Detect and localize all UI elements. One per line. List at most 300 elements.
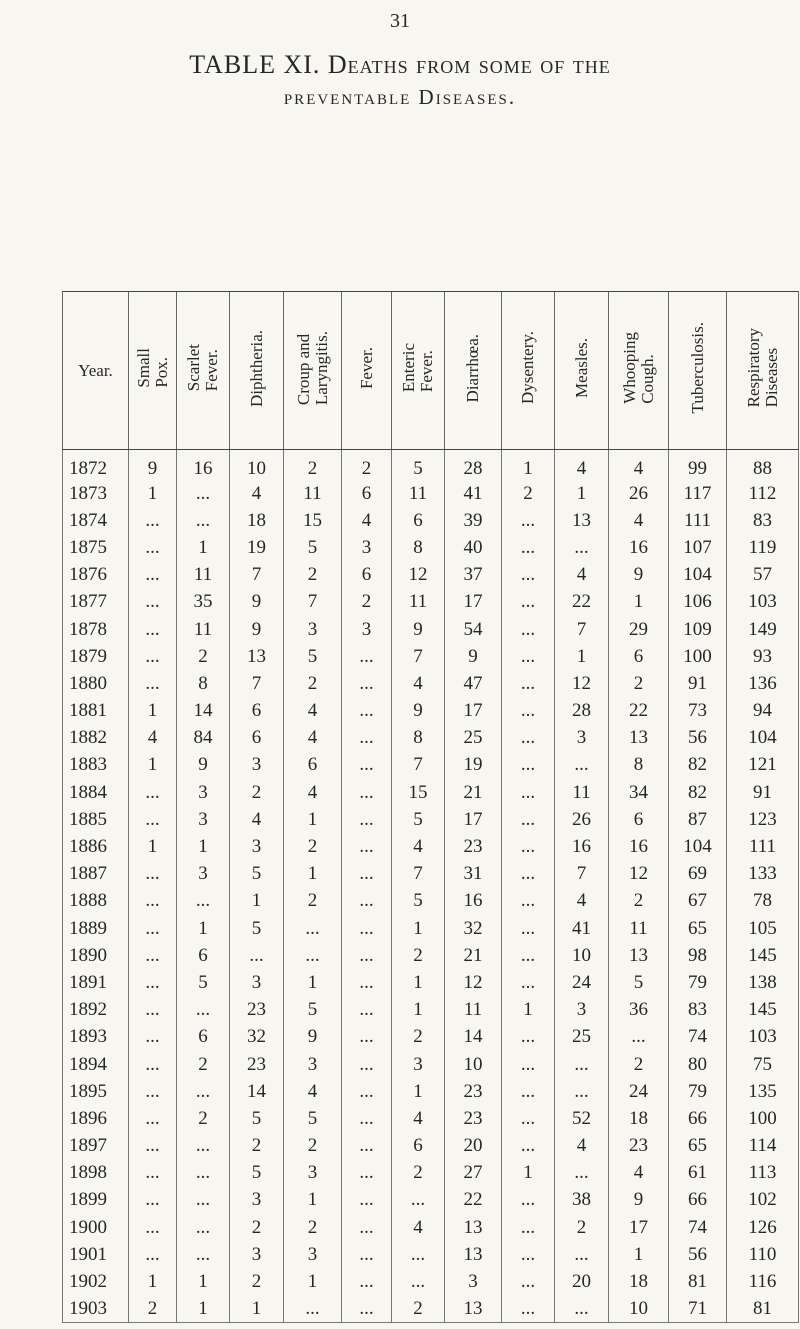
table-cell: 94 <box>727 698 799 725</box>
table-cell: ... <box>129 1241 177 1268</box>
year-cell: 1897 <box>63 1133 129 1160</box>
table-cell: 7 <box>555 861 609 888</box>
year-cell: 1884 <box>63 779 129 806</box>
year-cell: 1896 <box>63 1105 129 1132</box>
table-cell: ... <box>502 1051 555 1078</box>
table-cell: ... <box>177 888 230 915</box>
table-cell: 109 <box>669 616 727 643</box>
table-cell: 13 <box>445 1214 502 1241</box>
table-cell: 2 <box>284 670 342 697</box>
table-row <box>63 616 799 643</box>
table-cell: 10 <box>230 450 284 481</box>
year-cell: 1879 <box>63 643 129 670</box>
table-cell: 6 <box>392 507 445 534</box>
table-cell: ... <box>342 1268 392 1295</box>
table-cell: 6 <box>230 698 284 725</box>
table-cell: 2 <box>284 562 342 589</box>
table-cell: 15 <box>284 507 342 534</box>
table-cell: 74 <box>669 1024 727 1051</box>
column-header-whooping-cough: Whooping Cough. <box>609 292 669 450</box>
table-cell: 2 <box>230 779 284 806</box>
table-cell: 1 <box>129 833 177 860</box>
table-cell: 17 <box>609 1214 669 1241</box>
table-cell: 1 <box>609 589 669 616</box>
table-cell: 1 <box>129 698 177 725</box>
column-header-measles: Measles. <box>555 292 609 450</box>
table-cell: 83 <box>727 507 799 534</box>
table-cell: 82 <box>669 752 727 779</box>
table-cell: ... <box>284 942 342 969</box>
table-row <box>63 915 799 942</box>
table-cell: 80 <box>669 1051 727 1078</box>
column-header-dysentery: Dysentery. <box>502 292 555 450</box>
table-cell: ... <box>342 861 392 888</box>
table-cell: 1 <box>392 997 445 1024</box>
table-row <box>63 752 799 779</box>
table-cell: 111 <box>669 507 727 534</box>
table-cell: 3 <box>230 833 284 860</box>
table-cell: 73 <box>669 698 727 725</box>
table-cell: 17 <box>445 806 502 833</box>
table-cell: ... <box>342 1187 392 1214</box>
table-cell: 1 <box>609 1241 669 1268</box>
table-cell: 6 <box>392 1133 445 1160</box>
column-header-scarlet-fever: Scarlet Fever. <box>177 292 230 450</box>
table-cell: 6 <box>342 562 392 589</box>
column-header-tuberculosis: Tuberculosis. <box>669 292 727 450</box>
table-cell: 1 <box>230 888 284 915</box>
table-number: TABLE XI. <box>189 50 321 79</box>
year-cell: 1875 <box>63 534 129 561</box>
table-cell: 4 <box>555 450 609 481</box>
table-cell: ... <box>129 507 177 534</box>
table-cell: 2 <box>129 1296 177 1323</box>
table-cell: 22 <box>609 698 669 725</box>
column-header-croup-laryngitis: Croup and Laryngitis. <box>284 292 342 450</box>
year-cell: 1874 <box>63 507 129 534</box>
table-cell: 145 <box>727 997 799 1024</box>
column-header-diphtheria: Diphtheria. <box>230 292 284 450</box>
table-row <box>63 942 799 969</box>
year-cell: 1894 <box>63 1051 129 1078</box>
table-cell: 136 <box>727 670 799 697</box>
year-cell: 1895 <box>63 1078 129 1105</box>
table-cell: ... <box>392 1268 445 1295</box>
table-cell: 91 <box>727 779 799 806</box>
year-cell: 1891 <box>63 969 129 996</box>
table-cell: 7 <box>392 861 445 888</box>
table-cell: 7 <box>230 670 284 697</box>
table-cell: 81 <box>669 1268 727 1295</box>
table-cell: 13 <box>609 725 669 752</box>
table-cell: 16 <box>177 450 230 481</box>
table-cell: 6 <box>609 643 669 670</box>
table-cell: ... <box>129 1024 177 1051</box>
table-cell: 2 <box>392 1024 445 1051</box>
table-cell: ... <box>129 1214 177 1241</box>
table-body <box>63 450 799 1323</box>
table-cell: 8 <box>177 670 230 697</box>
table-cell: 8 <box>609 752 669 779</box>
table-cell: 2 <box>230 1214 284 1241</box>
table-cell: 1 <box>284 969 342 996</box>
table-cell: 1 <box>555 480 609 507</box>
table-cell: 4 <box>392 1105 445 1132</box>
table-cell: 9 <box>230 616 284 643</box>
table-cell: 75 <box>727 1051 799 1078</box>
table-cell: 149 <box>727 616 799 643</box>
table-cell: ... <box>502 1024 555 1051</box>
table-row <box>63 969 799 996</box>
table-cell: 3 <box>392 1051 445 1078</box>
year-cell: 1892 <box>63 997 129 1024</box>
table-cell: 4 <box>609 450 669 481</box>
table-cell: 35 <box>177 589 230 616</box>
table-cell: ... <box>502 942 555 969</box>
table-cell: ... <box>342 1105 392 1132</box>
header-row <box>63 292 799 450</box>
table-cell: 12 <box>555 670 609 697</box>
table-cell: 2 <box>284 888 342 915</box>
table-cell: ... <box>555 1051 609 1078</box>
table-row <box>63 779 799 806</box>
year-cell: 1872 <box>63 450 129 481</box>
table-cell: 9 <box>609 562 669 589</box>
table-cell: 11 <box>609 915 669 942</box>
column-header-diarrhoea: Diarrhœa. <box>445 292 502 450</box>
table-cell: ... <box>342 1214 392 1241</box>
table-cell: 138 <box>727 969 799 996</box>
table-row <box>63 698 799 725</box>
table-cell: 2 <box>392 1160 445 1187</box>
table-cell: 19 <box>230 534 284 561</box>
table-cell: 5 <box>284 997 342 1024</box>
table-cell: 84 <box>177 725 230 752</box>
table-cell: ... <box>129 1187 177 1214</box>
table-cell: ... <box>555 1296 609 1323</box>
table-cell: 2 <box>342 589 392 616</box>
table-cell: 119 <box>727 534 799 561</box>
table-cell: 5 <box>230 861 284 888</box>
table-cell: ... <box>342 698 392 725</box>
table-cell: 11 <box>555 779 609 806</box>
table-cell: 65 <box>669 915 727 942</box>
table-cell: 4 <box>284 725 342 752</box>
table-cell: 9 <box>392 698 445 725</box>
table-row <box>63 450 799 481</box>
table-cell: 1 <box>177 1296 230 1323</box>
table-cell: 11 <box>392 589 445 616</box>
table-cell: ... <box>177 480 230 507</box>
table-cell: ... <box>129 670 177 697</box>
year-cell: 1901 <box>63 1241 129 1268</box>
table-cell: ... <box>129 1105 177 1132</box>
table-cell: ... <box>502 1241 555 1268</box>
table-cell: ... <box>502 888 555 915</box>
table-cell: 23 <box>445 1078 502 1105</box>
table-cell: 133 <box>727 861 799 888</box>
table-cell: 5 <box>609 969 669 996</box>
table-cell: ... <box>555 1078 609 1105</box>
year-cell: 1878 <box>63 616 129 643</box>
table-cell: 9 <box>177 752 230 779</box>
table-row <box>63 670 799 697</box>
table-cell: 4 <box>555 1133 609 1160</box>
table-cell: 14 <box>445 1024 502 1051</box>
table-cell: 5 <box>392 806 445 833</box>
table-row <box>63 997 799 1024</box>
year-cell: 1887 <box>63 861 129 888</box>
table-cell: ... <box>342 997 392 1024</box>
table-cell: 4 <box>392 1214 445 1241</box>
table-cell: 1 <box>555 643 609 670</box>
table-cell: 2 <box>230 1268 284 1295</box>
table-cell: 3 <box>284 1241 342 1268</box>
table-cell: 88 <box>727 450 799 481</box>
year-cell: 1889 <box>63 915 129 942</box>
table-cell: ... <box>555 1241 609 1268</box>
table-cell: 3 <box>284 616 342 643</box>
table-cell: 31 <box>445 861 502 888</box>
table-cell: 24 <box>609 1078 669 1105</box>
table-cell: 27 <box>445 1160 502 1187</box>
table-cell: 1 <box>177 833 230 860</box>
table-cell: 28 <box>555 698 609 725</box>
table-cell: 1 <box>392 915 445 942</box>
table-cell: 3 <box>177 779 230 806</box>
table-cell: 25 <box>555 1024 609 1051</box>
table-cell: ... <box>342 752 392 779</box>
table-cell: 7 <box>284 589 342 616</box>
table-cell: 2 <box>177 643 230 670</box>
table-cell: 1 <box>392 969 445 996</box>
table-cell: 8 <box>392 725 445 752</box>
table-row <box>63 806 799 833</box>
table-cell: ... <box>502 1296 555 1323</box>
year-cell: 1888 <box>63 888 129 915</box>
table-cell: 2 <box>284 1214 342 1241</box>
table-cell: ... <box>392 1187 445 1214</box>
table-cell: 79 <box>669 1078 727 1105</box>
table-cell: 26 <box>609 480 669 507</box>
table-cell: ... <box>502 1133 555 1160</box>
table-cell: 11 <box>284 480 342 507</box>
table-cell: ... <box>129 589 177 616</box>
table-cell: ... <box>342 969 392 996</box>
year-cell: 1876 <box>63 562 129 589</box>
table-cell: 100 <box>727 1105 799 1132</box>
table-cell: 23 <box>230 1051 284 1078</box>
table-cell: 107 <box>669 534 727 561</box>
table-cell: 83 <box>669 997 727 1024</box>
table-cell: 4 <box>284 1078 342 1105</box>
table-cell: 104 <box>669 562 727 589</box>
table-cell: 116 <box>727 1268 799 1295</box>
table-cell: ... <box>129 915 177 942</box>
table-cell: ... <box>502 725 555 752</box>
table-cell: 7 <box>555 616 609 643</box>
table-cell: 5 <box>284 534 342 561</box>
table-row <box>63 1268 799 1295</box>
table-cell: 79 <box>669 969 727 996</box>
table-cell: 9 <box>129 450 177 481</box>
table-cell: ... <box>392 1241 445 1268</box>
table-cell: 2 <box>392 942 445 969</box>
table-cell: 37 <box>445 562 502 589</box>
year-cell: 1873 <box>63 480 129 507</box>
column-header-fever: Fever. <box>342 292 392 450</box>
year-cell: 1898 <box>63 1160 129 1187</box>
year-cell: 1899 <box>63 1187 129 1214</box>
table-row <box>63 1051 799 1078</box>
table-row <box>63 725 799 752</box>
table-cell: 20 <box>555 1268 609 1295</box>
table-cell: 69 <box>669 861 727 888</box>
table-row <box>63 589 799 616</box>
table-cell: ... <box>502 1214 555 1241</box>
table-cell: 57 <box>727 562 799 589</box>
table-cell: 66 <box>669 1187 727 1214</box>
table-cell: 41 <box>445 480 502 507</box>
table-cell: 78 <box>727 888 799 915</box>
table-row <box>63 833 799 860</box>
table-cell: ... <box>342 779 392 806</box>
table-cell: 3 <box>230 1187 284 1214</box>
table-cell: ... <box>342 833 392 860</box>
table-cell: 23 <box>445 833 502 860</box>
table-cell: 1 <box>392 1078 445 1105</box>
table-cell: 3 <box>177 806 230 833</box>
table-cell: 6 <box>609 806 669 833</box>
table-title-line-2: preventable Diseases. <box>283 85 517 109</box>
table-cell: 6 <box>177 942 230 969</box>
table-cell: ... <box>502 589 555 616</box>
table-cell: ... <box>502 1187 555 1214</box>
table-cell: 1 <box>502 450 555 481</box>
column-header-enteric-fever: Enteric Fever. <box>392 292 445 450</box>
table-cell: 112 <box>727 480 799 507</box>
table-cell: ... <box>342 1133 392 1160</box>
table-row <box>63 1214 799 1241</box>
table-cell: 23 <box>230 997 284 1024</box>
table-cell: 5 <box>392 888 445 915</box>
table-cell: ... <box>502 534 555 561</box>
table-cell: 4 <box>392 670 445 697</box>
table-cell: ... <box>284 915 342 942</box>
table-cell: 2 <box>392 1296 445 1323</box>
table-cell: ... <box>129 616 177 643</box>
table-cell: 2 <box>609 1051 669 1078</box>
table-cell: ... <box>502 806 555 833</box>
table-cell: 4 <box>392 833 445 860</box>
table-cell: ... <box>129 643 177 670</box>
table-cell: 65 <box>669 1133 727 1160</box>
table-row <box>63 1160 799 1187</box>
table-cell: 13 <box>609 942 669 969</box>
table-cell: ... <box>502 562 555 589</box>
table-cell: ... <box>129 1078 177 1105</box>
table-cell: 41 <box>555 915 609 942</box>
table-cell: ... <box>177 1241 230 1268</box>
table-cell: 5 <box>177 969 230 996</box>
table-cell: 3 <box>445 1268 502 1295</box>
table-cell: 34 <box>609 779 669 806</box>
table-cell: 91 <box>669 670 727 697</box>
table-cell: ... <box>177 1187 230 1214</box>
table-row <box>63 888 799 915</box>
year-cell: 1890 <box>63 942 129 969</box>
table-cell: ... <box>129 534 177 561</box>
table-cell: 9 <box>609 1187 669 1214</box>
table-cell: 1 <box>284 806 342 833</box>
table-title-line-1 <box>0 48 800 82</box>
table-cell: 3 <box>177 861 230 888</box>
table-cell: 1 <box>177 1268 230 1295</box>
table-cell: ... <box>129 562 177 589</box>
table-cell: ... <box>502 698 555 725</box>
table-cell: 71 <box>669 1296 727 1323</box>
table-cell: 145 <box>727 942 799 969</box>
table-cell: 16 <box>555 833 609 860</box>
table-cell: 47 <box>445 670 502 697</box>
table-cell: ... <box>177 1160 230 1187</box>
table-cell: 4 <box>609 507 669 534</box>
table-cell: 17 <box>445 589 502 616</box>
table-cell: 15 <box>392 779 445 806</box>
table-cell: 1 <box>230 1296 284 1323</box>
column-header-small-pox: Small Pox. <box>129 292 177 450</box>
table-cell: 11 <box>177 616 230 643</box>
table-cell: 6 <box>230 725 284 752</box>
table-row <box>63 1024 799 1051</box>
table-cell: 8 <box>392 534 445 561</box>
table-cell: 32 <box>230 1024 284 1051</box>
table-cell: ... <box>342 670 392 697</box>
table-cell: 4 <box>609 1160 669 1187</box>
table-cell: ... <box>502 779 555 806</box>
table-cell: ... <box>502 1105 555 1132</box>
table-cell: 3 <box>230 969 284 996</box>
table-cell: ... <box>502 915 555 942</box>
table-cell: 19 <box>445 752 502 779</box>
table-cell: 12 <box>392 562 445 589</box>
table-cell: 4 <box>230 806 284 833</box>
table-cell: 16 <box>445 888 502 915</box>
table-cell: ... <box>177 1214 230 1241</box>
table-cell: 17 <box>445 698 502 725</box>
table-cell: 4 <box>230 480 284 507</box>
table-cell: 105 <box>727 915 799 942</box>
table-row <box>63 1296 799 1323</box>
table-cell: 114 <box>727 1133 799 1160</box>
table-cell: 11 <box>445 997 502 1024</box>
table-cell: 1 <box>129 480 177 507</box>
table-cell: ... <box>129 1133 177 1160</box>
table-cell: 56 <box>669 1241 727 1268</box>
table-cell: 3 <box>555 725 609 752</box>
table-cell: 16 <box>609 833 669 860</box>
table-cell: ... <box>502 507 555 534</box>
table-cell: 13 <box>230 643 284 670</box>
table-cell: 10 <box>609 1296 669 1323</box>
table-cell: 67 <box>669 888 727 915</box>
table-cell: 4 <box>284 779 342 806</box>
table-cell: 61 <box>669 1160 727 1187</box>
table-cell: 6 <box>342 480 392 507</box>
table-cell: ... <box>129 969 177 996</box>
table-cell: 103 <box>727 1024 799 1051</box>
table-cell: ... <box>502 833 555 860</box>
